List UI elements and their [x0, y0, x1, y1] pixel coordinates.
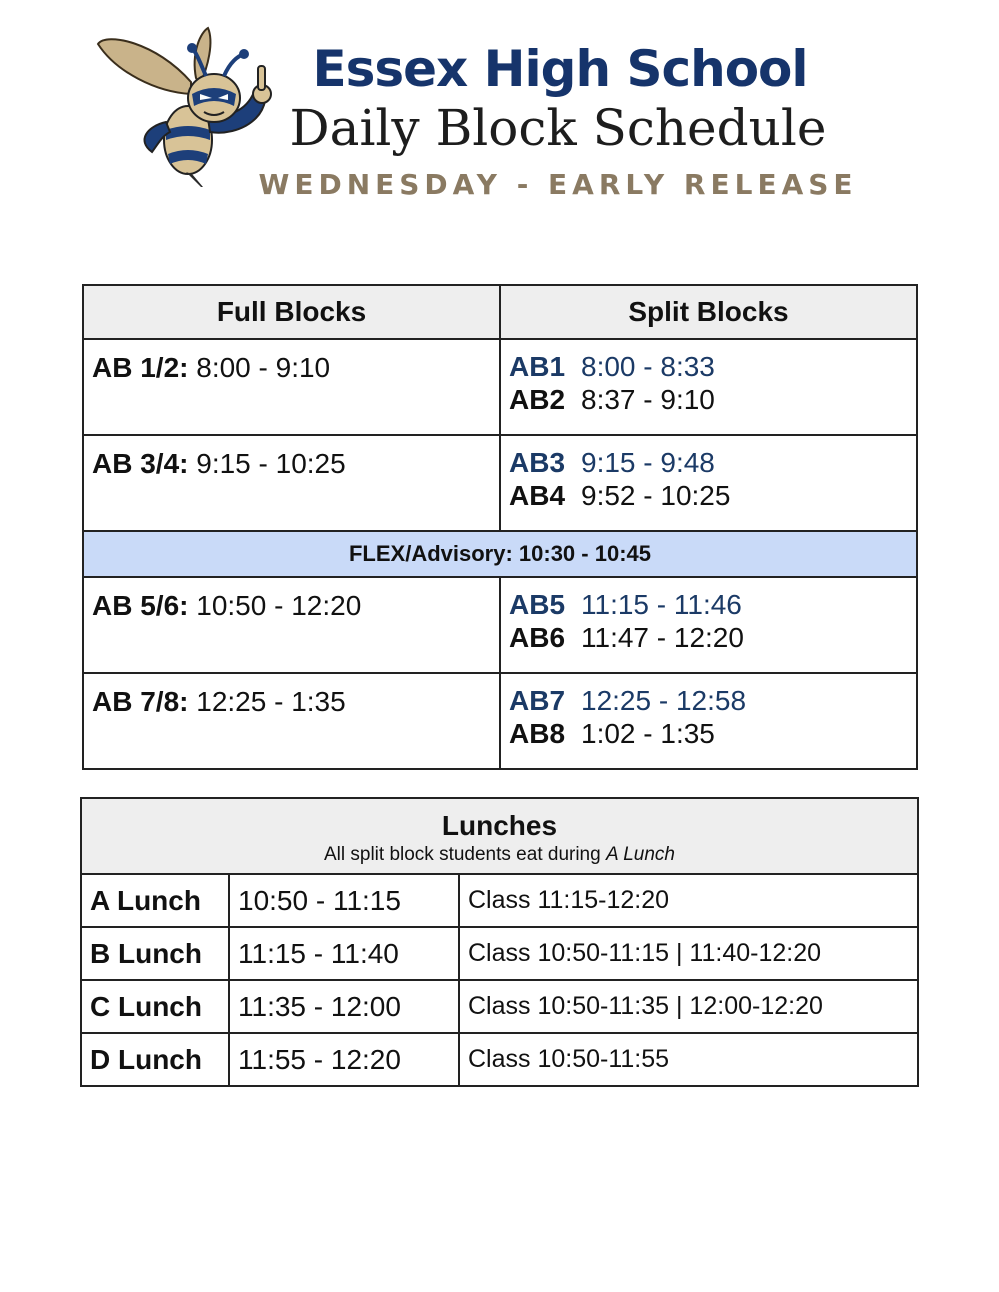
lunch-name: B Lunch [81, 927, 229, 980]
split-block-line [509, 621, 916, 654]
full-blocks-header: Full Blocks [83, 285, 500, 339]
split-block-code: AB1 [509, 351, 566, 382]
split-block-cell [500, 435, 917, 531]
lunch-class-times: Class 10:50-11:35 | 12:00-12:20 [459, 980, 918, 1033]
split-block-time: 1:02 - 1:35 [581, 718, 715, 749]
lunch-time: 11:55 - 12:20 [229, 1033, 459, 1086]
split-block-line [509, 717, 916, 750]
block-schedule-table [82, 284, 918, 770]
lunch-note [82, 844, 917, 866]
split-block-cell [500, 673, 917, 769]
lunch-class-times: Class 11:15-12:20 [459, 874, 918, 927]
split-block-code: AB2 [509, 384, 566, 415]
split-block-line [509, 350, 916, 383]
flex-advisory-label: FLEX/Advisory: 10:30 - 10:45 [83, 531, 917, 577]
full-block-time: 10:50 - 12:20 [196, 590, 362, 621]
lunch-time: 11:35 - 12:00 [229, 980, 459, 1033]
full-block-cell [83, 577, 500, 673]
split-block-time: 8:37 - 9:10 [581, 384, 715, 415]
block-row [83, 673, 917, 769]
lunch-row [81, 874, 918, 927]
split-blocks-header: Split Blocks [500, 285, 917, 339]
split-block-line [509, 479, 916, 512]
full-block-cell [83, 339, 500, 435]
lunch-time: 10:50 - 11:15 [229, 874, 459, 927]
flex-advisory-row [83, 531, 917, 577]
split-block-time: 8:00 - 8:33 [581, 351, 715, 382]
full-block-label: AB 1/2: [92, 352, 189, 383]
lunch-table [80, 797, 919, 1087]
split-block-cell [500, 577, 917, 673]
split-block-code: AB6 [509, 622, 566, 653]
split-block-line [509, 684, 916, 717]
block-row [83, 339, 917, 435]
lunch-header-cell [81, 798, 918, 874]
lunch-name: C Lunch [81, 980, 229, 1033]
full-block-time: 9:15 - 10:25 [196, 448, 346, 479]
full-block-time: 12:25 - 1:35 [196, 686, 346, 717]
split-block-line [509, 383, 916, 416]
full-block-label: AB 3/4: [92, 448, 189, 479]
split-block-time: 11:47 - 12:20 [581, 622, 744, 653]
lunch-row [81, 1033, 918, 1086]
page-subtitle: WEDNESDAY - EARLY RELEASE [258, 168, 858, 201]
block-row [83, 577, 917, 673]
split-block-time: 12:25 - 12:58 [581, 685, 747, 716]
lunch-class-times: Class 10:50-11:15 | 11:40-12:20 [459, 927, 918, 980]
split-block-time: 9:52 - 10:25 [581, 480, 731, 511]
split-block-code: AB7 [509, 685, 566, 716]
lunch-class-times: Class 10:50-11:55 [459, 1033, 918, 1086]
lunch-row [81, 927, 918, 980]
split-block-line [509, 588, 916, 621]
split-block-code: AB3 [509, 447, 566, 478]
split-block-code: AB8 [509, 718, 566, 749]
lunch-name: A Lunch [81, 874, 229, 927]
split-block-time: 9:15 - 9:48 [581, 447, 715, 478]
lunch-header-row [81, 798, 918, 874]
block-row [83, 435, 917, 531]
page-title: Daily Block Schedule [289, 99, 827, 157]
full-block-label: AB 7/8: [92, 686, 189, 717]
lunch-name: D Lunch [81, 1033, 229, 1086]
full-block-time: 8:00 - 9:10 [196, 352, 331, 383]
split-block-code: AB5 [509, 589, 566, 620]
lunch-time: 11:15 - 11:40 [229, 927, 459, 980]
split-block-cell [500, 339, 917, 435]
lunch-note-text: All split block students eat during [323, 844, 601, 865]
school-name: Essex High School [312, 40, 808, 98]
full-block-cell [83, 673, 500, 769]
split-block-time: 11:15 - 11:46 [581, 589, 742, 620]
lunch-note-emphasis: A Lunch [605, 844, 675, 865]
split-block-code: AB4 [509, 480, 566, 511]
block-table-header-row [83, 285, 917, 339]
full-block-label: AB 5/6: [92, 590, 189, 621]
full-block-cell [83, 435, 500, 531]
lunch-title: Lunches [441, 810, 558, 841]
lunch-row [81, 980, 918, 1033]
split-block-line [509, 446, 916, 479]
